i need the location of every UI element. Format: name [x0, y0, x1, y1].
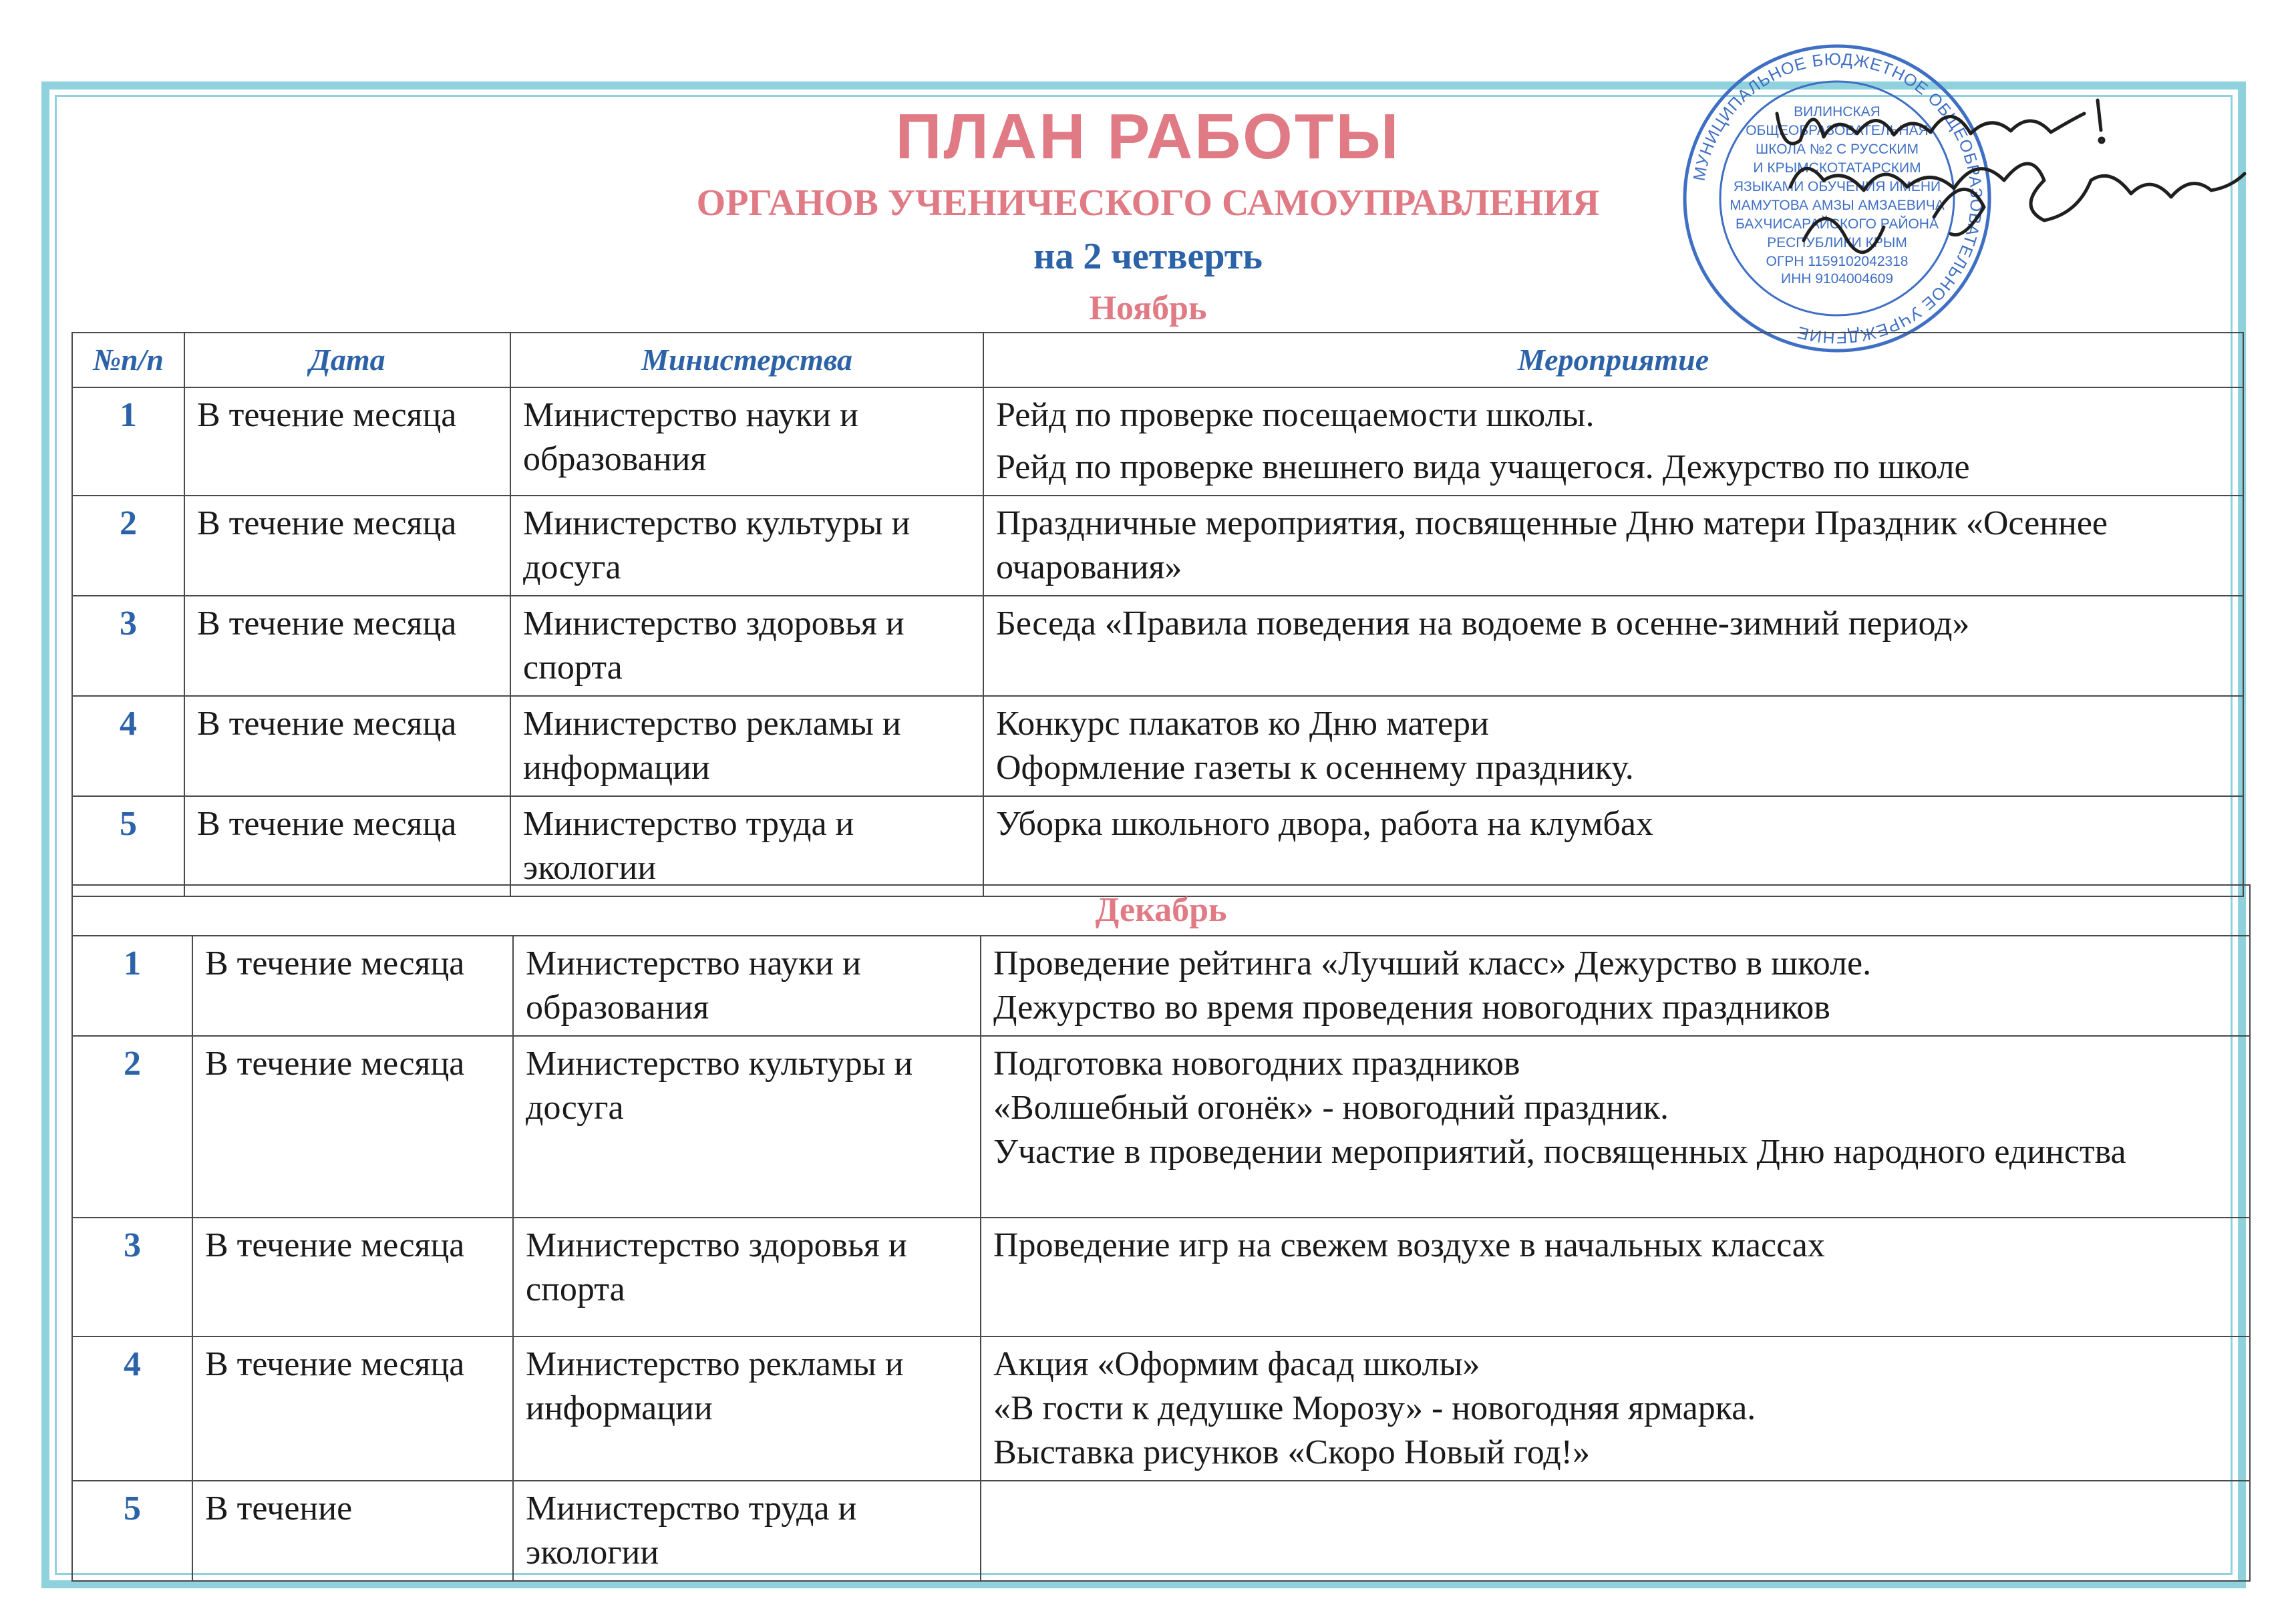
november-table — [71, 332, 2244, 897]
row-ministry: Министерство рекламы и информации — [513, 1336, 981, 1481]
col-header-date: Дата — [184, 333, 510, 387]
row-date: В течение месяца — [184, 496, 510, 596]
table-row — [72, 1218, 2250, 1336]
row-ministry: Министерство здоровья и спорта — [513, 1218, 981, 1336]
row-ministry: Министерство рекламы и информации — [510, 696, 983, 796]
month-row — [72, 885, 2250, 936]
table-row — [72, 596, 2243, 696]
row-number: 2 — [72, 496, 184, 596]
row-events — [983, 387, 2243, 496]
row-events — [981, 1336, 2250, 1481]
event-item: Акция «Оформим фасад школы» — [993, 1345, 1480, 1383]
quarter-label: на 2 четверть — [1033, 236, 1263, 277]
row-ministry: Министерство науки и образования — [510, 387, 983, 496]
row-date: В течение — [192, 1481, 513, 1581]
row-number: 4 — [72, 696, 184, 796]
stamp-line: РЕСПУБЛИКИ КРЫМ — [1767, 235, 1907, 250]
month-november: Ноябрь — [1089, 289, 1207, 327]
stamp-line: МАМУТОВА АМЗЫ АМЗАЕВИЧА — [1730, 198, 1945, 213]
col-header-num: №п/п — [72, 333, 184, 387]
event-item: «Волшебный огонёк» - новогодний праздник. — [993, 1089, 1669, 1127]
row-date: В течение месяца — [192, 1036, 513, 1218]
stamp-line: ОГРН 1159102042318 — [1766, 254, 1909, 269]
row-number: 2 — [72, 1036, 192, 1218]
row-date: В течение месяца — [192, 1218, 513, 1336]
row-events — [983, 796, 2243, 896]
stamp-line: ОБЩЕОБРАЗОВАТЕЛЬНАЯ — [1746, 123, 1929, 138]
row-number: 3 — [72, 596, 184, 696]
table-row — [72, 1036, 2250, 1218]
row-ministry: Министерство труда и экологии — [510, 796, 983, 896]
row-ministry: Министерство здоровья и спорта — [510, 596, 983, 696]
stamp-line: ШКОЛА №2 С РУССКИМ — [1755, 142, 1919, 157]
row-date: В течение месяца — [184, 387, 510, 496]
stamp-line: БАХЧИСАРАЙСКОГО РАЙОНА — [1736, 216, 1939, 232]
event-item: Оформление газеты к осеннему празднику. — [996, 749, 1634, 787]
row-number: 1 — [72, 936, 192, 1036]
event-item: Праздничные мероприятия, посвященные Дню матери Праздник «Осеннее очарования» — [996, 504, 2108, 586]
col-header-ministry: Министерства — [510, 333, 983, 387]
event-item: Дежурство во время проведения новогодних праздников — [993, 989, 1830, 1027]
event-item: Проведение игр на свежем воздухе в начальных классах — [993, 1226, 1825, 1264]
row-events — [981, 936, 2250, 1036]
stamp-line: ИНН 9104004609 — [1780, 271, 1894, 287]
handwritten-signature — [1764, 73, 2258, 294]
event-item: Проведение рейтинга «Лучший класс» Дежурство в школе. — [993, 944, 1872, 982]
row-number: 3 — [72, 1218, 192, 1336]
row-number: 5 — [72, 796, 184, 896]
event-item: Рейд по проверке внешнего вида учащегося. Дежурство по школе — [996, 448, 1970, 486]
row-events — [983, 696, 2243, 796]
table-header-row — [72, 333, 2243, 387]
page-subtitle: ОРГАНОВ УЧЕНИЧЕСКОГО САМОУПРАВЛЕНИЯ — [696, 182, 1600, 224]
event-item: Выставка рисунков «Скоро Новый год!» — [993, 1433, 1590, 1471]
row-number: 1 — [72, 387, 184, 496]
table-row — [72, 1481, 2250, 1581]
row-events — [981, 1481, 2250, 1581]
row-number: 5 — [72, 1481, 192, 1581]
table-row — [72, 387, 2243, 496]
row-events — [981, 1218, 2250, 1336]
event-item: Конкурс плакатов ко Дню матери — [996, 705, 1489, 743]
stamp-line: И КРЫМСКОТАТАРСКИМ — [1753, 160, 1921, 176]
row-events — [983, 596, 2243, 696]
table-row — [72, 936, 2250, 1036]
row-date: В течение месяца — [192, 936, 513, 1036]
row-date: В течение месяца — [184, 796, 510, 896]
stamp-line: ЯЗЫКАМИ ОБУЧЕНИЯ ИМЕНИ — [1733, 179, 1941, 194]
event-item: Уборка школьного двора, работа на клумбах — [996, 805, 1653, 843]
row-ministry: Министерство культуры и досуга — [510, 496, 983, 596]
row-date: В течение месяца — [192, 1336, 513, 1481]
month-december: Декабрь — [72, 885, 2250, 936]
december-table — [71, 884, 2251, 1582]
row-date: В течение месяца — [184, 696, 510, 796]
row-date: В течение месяца — [184, 596, 510, 696]
table-row — [72, 496, 2243, 596]
col-header-event: Мероприятие — [983, 333, 2243, 387]
event-item: «В гости к дедушке Морозу» - новогодняя ярмарка. — [993, 1389, 1756, 1427]
row-ministry: Министерство труда и экологии — [513, 1481, 981, 1581]
event-item: Участие в проведении мероприятий, посвященных Дню народного единства — [993, 1133, 2126, 1171]
event-item: Рейд по проверке посещаемости школы. — [996, 396, 1595, 434]
table-row — [72, 696, 2243, 796]
row-events — [981, 1036, 2250, 1218]
row-ministry: Министерство культуры и досуга — [513, 1036, 981, 1218]
stamp-line: ВИЛИНСКАЯ — [1794, 104, 1880, 120]
event-item: Подготовка новогодних праздников — [993, 1045, 1520, 1083]
row-number: 4 — [72, 1336, 192, 1481]
table-row — [72, 796, 2243, 896]
event-item: Беседа «Правила поведения на водоеме в осенне-зимний период» — [996, 604, 1970, 643]
row-events — [983, 496, 2243, 596]
table-row — [72, 1336, 2250, 1481]
stamp-outer-text: МУНИЦИПАЛЬНОЕ БЮДЖЕТНОЕ ОБЩЕОБРАЗОВАТЕЛЬНОЕ УЧРЕЖДЕНИЕ — [1689, 49, 1986, 347]
page-title: ПЛАН РАБОТЫ — [895, 101, 1401, 172]
row-ministry: Министерство науки и образования — [513, 936, 981, 1036]
